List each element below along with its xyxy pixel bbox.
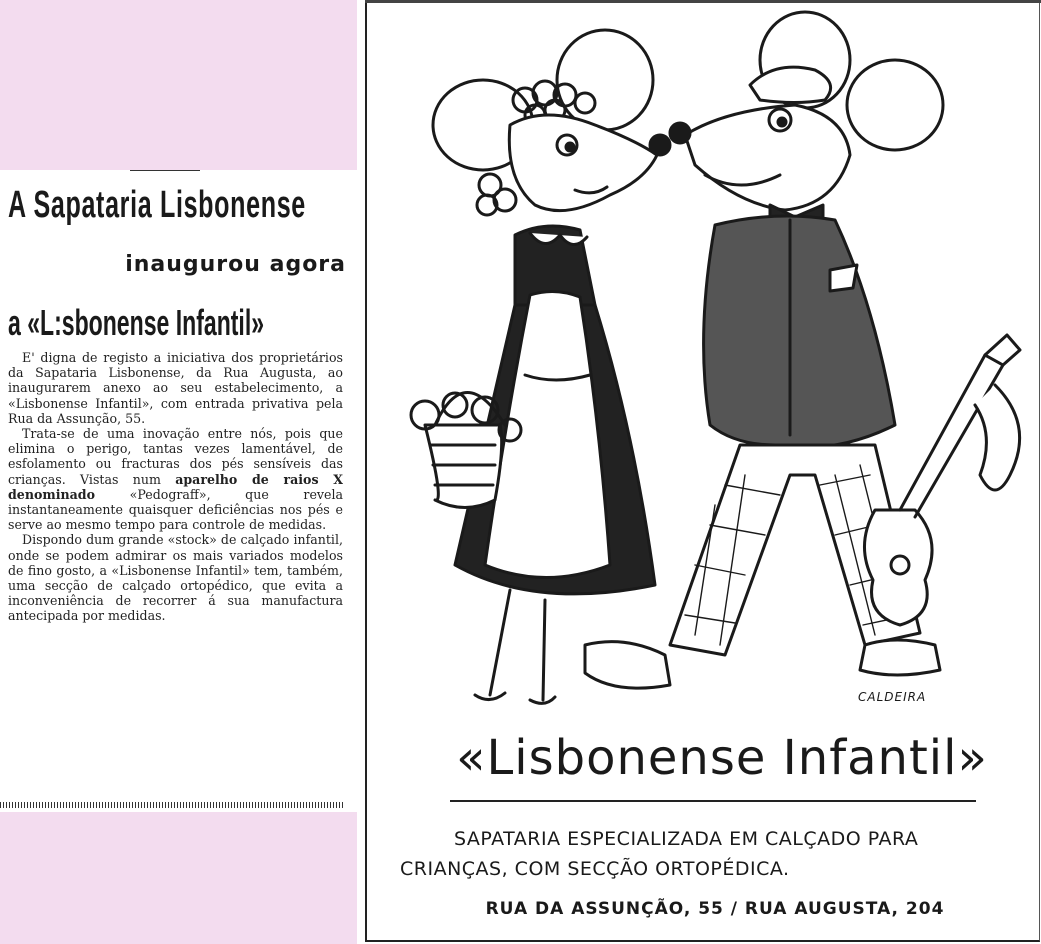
- noses: [650, 135, 670, 155]
- female-head: [509, 115, 657, 211]
- paragraph-2-bold: aparelho de raios X denominado: [8, 471, 343, 502]
- male-jacket: [704, 216, 895, 448]
- ad-address: RUA DA ASSUNÇÃO, 55 / RUA AUGUSTA, 204: [485, 899, 945, 919]
- brand-underline: [450, 800, 976, 802]
- article-paragraph-1: E' digna de registo a iniciativa dos proprietários da Sapataria Lisbonense, da Rua Augusta, ao inaugurarem anexo ao seu estabelecimento, a «Lisbonense Infantil», com entrada privativa pela Rua da Assunção, 55.: [8, 350, 343, 426]
- ad-top-border: [365, 0, 1041, 3]
- artist-signature: CALDEIRA: [858, 690, 927, 704]
- female-legs: [490, 590, 545, 700]
- article-body: [8, 350, 343, 624]
- article-subhead-1: inaugurou agora: [125, 252, 346, 277]
- pink-background-top: [0, 0, 357, 170]
- article-paragraph-3: Dispondo dum grande «stock» de calçado infantil, onde se podem admirar os mais variados modelos de fino gosto, a «Lisbonense Infantil» tem, também, uma secção de calçado ortopédico, que evita a inconveniência de recorrer á sua manufactura antecipada por medidas.: [8, 532, 343, 624]
- guitar-body: [864, 510, 932, 625]
- article-subhead-2: a «L:sbonense Infantil»: [8, 302, 265, 343]
- male-left-shoe: [585, 642, 670, 688]
- ad-tagline: SAPATARIA ESPECIALIZADA EM CALÇADO PARA CRIANÇAS, COM SECÇÃO ORTOPÉDICA.: [400, 828, 919, 880]
- male-head: [685, 105, 850, 210]
- pink-background-bottom: [0, 812, 357, 944]
- dotted-divider: [0, 802, 345, 808]
- mice-couple-illustration: [395, 5, 1035, 735]
- paragraph-2-text-a: Trata-se de uma inovação entre nós, pois que elimina o perigo, tantas vezes lamentável, de esfolamento ou fracturas dos pés sensíveis das crianças. Vistas num: [8, 426, 343, 487]
- pocket-square: [830, 265, 857, 291]
- ad-brand-title: «Lisbonense Infantil»: [456, 730, 988, 786]
- article-top-rule: [130, 170, 200, 171]
- female-right-ear: [557, 30, 653, 130]
- male-right-ear: [847, 60, 943, 150]
- guitar-ribbon: [975, 385, 1020, 490]
- article-headline: A Sapataria Lisbonense: [8, 184, 306, 226]
- male-right-shoe: [860, 640, 940, 675]
- article-paragraph-2: [8, 426, 343, 532]
- paragraph-2-text-b: «Pedograff», que revela instantaneamente quaisquer deficiências nos pés e serve ao mesmo tempo para controle de medidas.: [8, 486, 343, 533]
